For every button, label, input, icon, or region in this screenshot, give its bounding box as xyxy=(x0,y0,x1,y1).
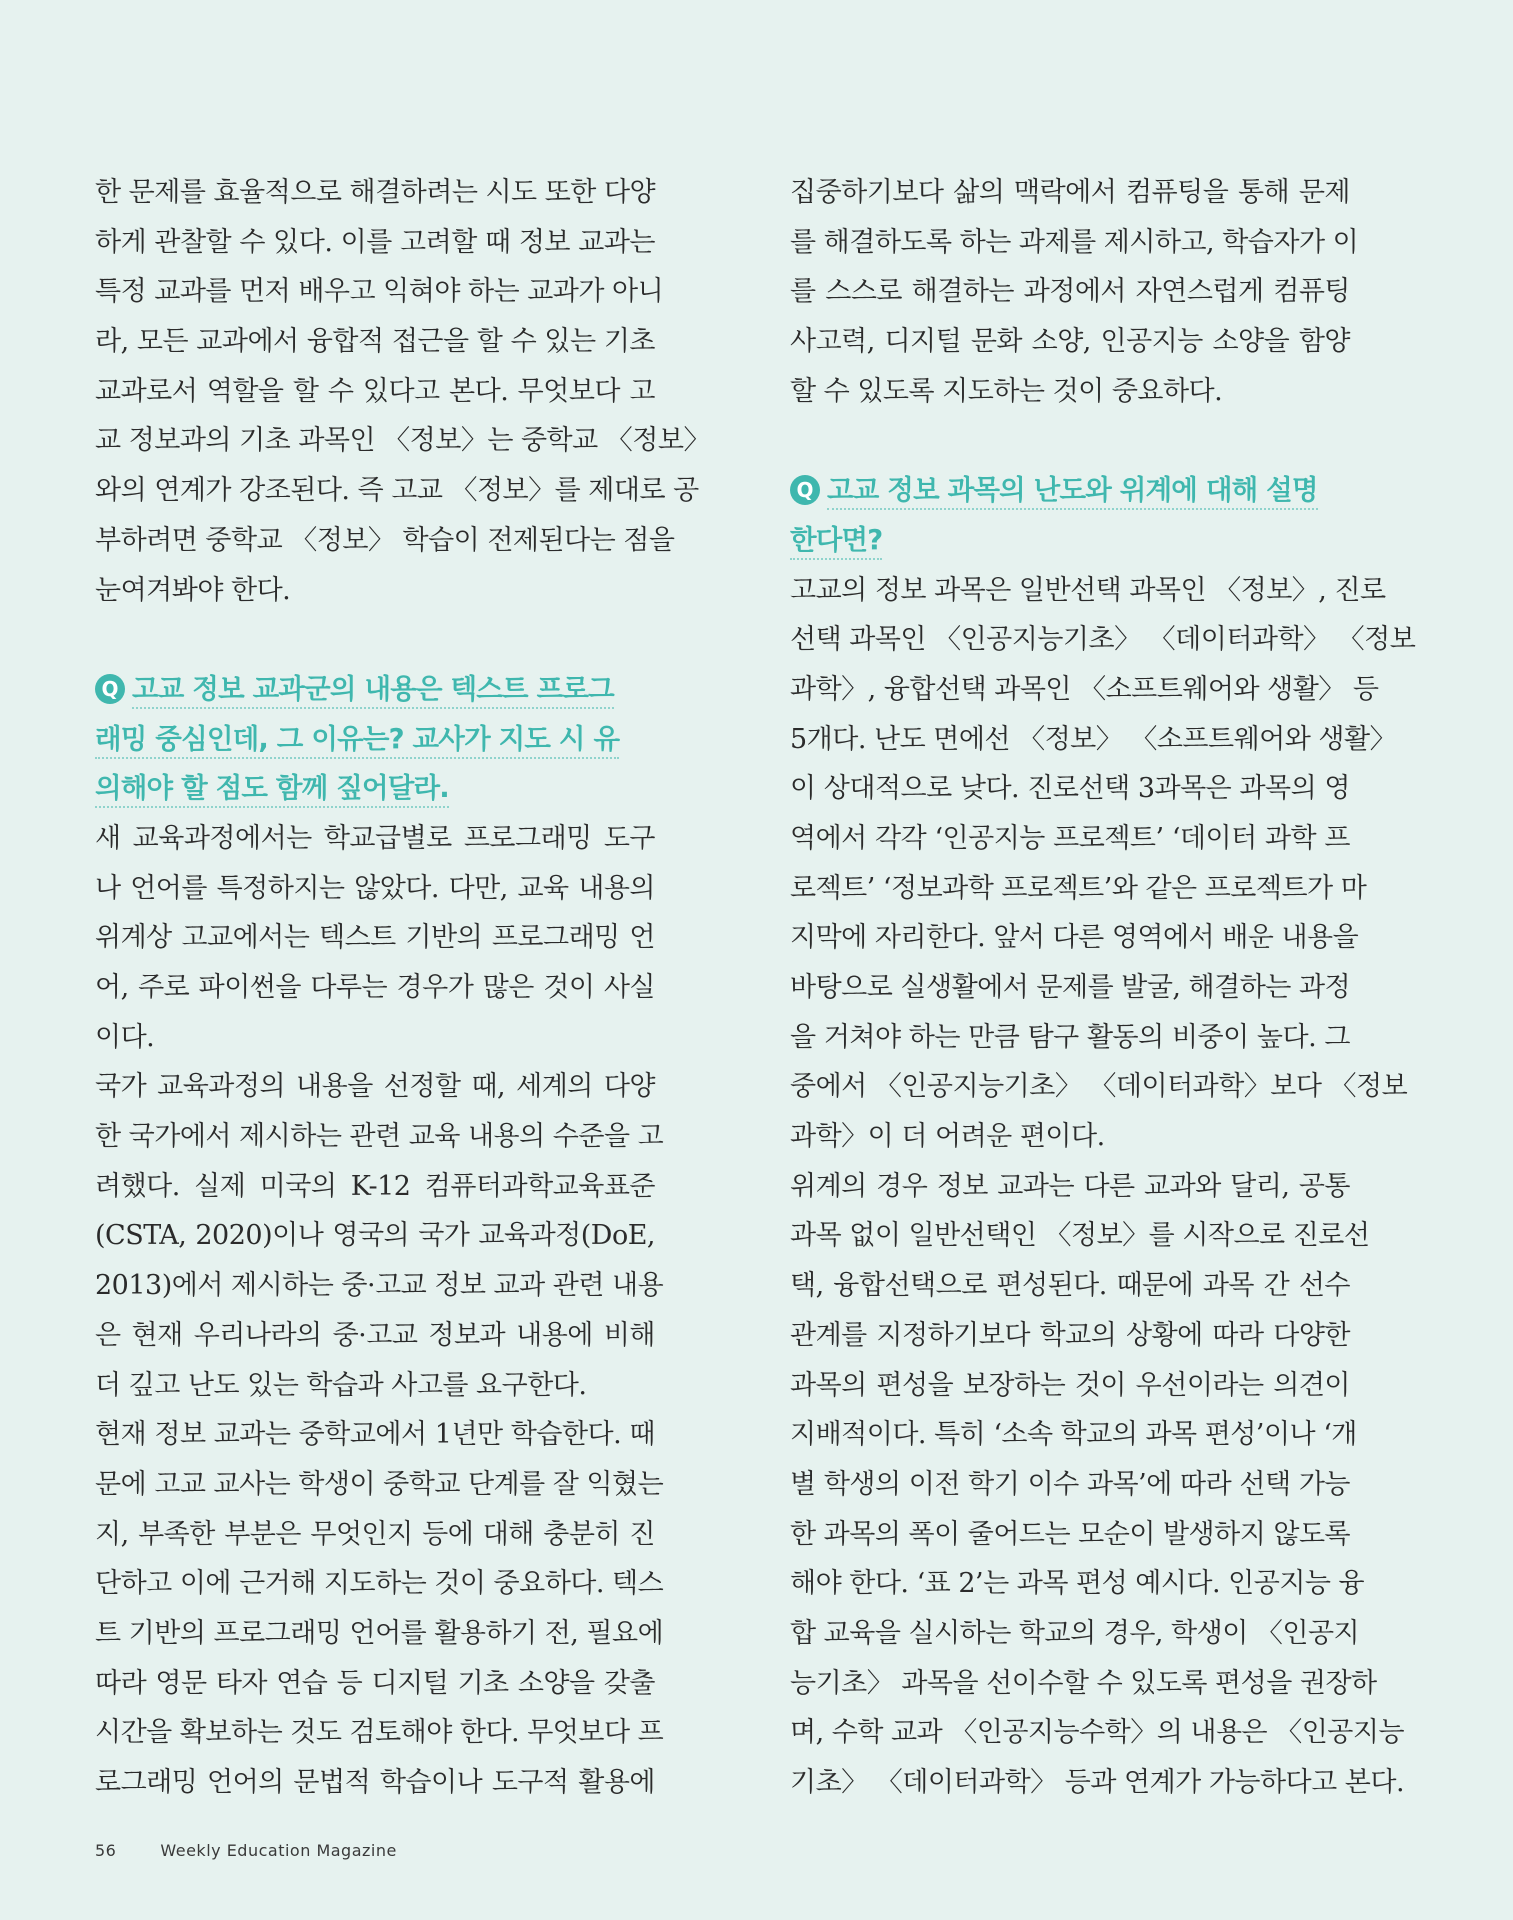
text-line: 부하려면 중학교 〈정보〉 학습이 전제된다는 점을 xyxy=(95,524,675,556)
text-line: 특정 교과를 먼저 배우고 익혀야 하는 교과가 아니 xyxy=(95,276,664,308)
text-line: 기초〉 〈데이터과학〉 등과 연계가 가능하다고 본다. xyxy=(790,1767,1405,1798)
text-line: 국가 교육과정의 내용을 선정할 때, 세계의 다양 xyxy=(95,1071,655,1103)
left-question-heading xyxy=(95,665,655,814)
question-text: 래밍 중심인데, 그 이유는? 교사가 지도 시 유 xyxy=(95,723,619,759)
question-line xyxy=(790,466,1350,516)
text-line: 문에 고교 교사는 학생이 중학교 단계를 잘 익혔는 xyxy=(95,1468,664,1500)
text-line: 집중하기보다 삶의 맥락에서 컴퓨팅을 통해 문제 xyxy=(790,177,1350,208)
text-line: 택, 융합선택으로 편성된다. 때문에 과목 간 선수 xyxy=(790,1270,1350,1302)
text-line: 트 기반의 프로그래밍 언어를 활용하기 전, 필요에 xyxy=(95,1617,664,1649)
text-line: 며, 수학 교과 〈인공지능수학〉의 내용은 〈인공지능 xyxy=(790,1717,1405,1749)
left-column xyxy=(95,168,710,1808)
text-line: 2013)에서 제시하는 중·고교 정보 교과 관련 내용 xyxy=(95,1270,664,1302)
text-line: 를 스스로 해결하는 과정에서 자연스럽게 컴퓨팅 xyxy=(790,276,1350,308)
text-line: 사고력, 디지털 문화 소양, 인공지능 소양을 함양 xyxy=(790,326,1350,358)
text-line: 지, 부족한 부분은 무엇인지 등에 대해 충분히 진 xyxy=(95,1518,655,1550)
text-line: 교 정보과의 기초 과목인 〈정보〉는 중학교 〈정보〉 xyxy=(95,425,710,457)
text-line: 위계상 고교에서는 텍스트 기반의 프로그래밍 언 xyxy=(95,922,655,954)
text-line: 위계의 경우 정보 교과는 다른 교과와 달리, 공통 xyxy=(790,1170,1350,1202)
text-line: 단하고 이에 근거해 지도하는 것이 중요하다. 텍스 xyxy=(95,1568,664,1600)
question-text: 한다면? xyxy=(790,524,882,560)
text-line: 로그래밍 언어의 문법적 학습이나 도구적 활용에 xyxy=(95,1767,655,1798)
text-line: 을 거쳐야 하는 만큼 탐구 활동의 비중이 높다. 그 xyxy=(790,1021,1350,1053)
right-paragraph-1 xyxy=(790,168,1359,416)
text-line: 과학〉이 더 어려운 편이다. xyxy=(790,1121,1105,1153)
question-badge-icon: Q xyxy=(790,475,820,505)
question-line xyxy=(95,764,655,814)
question-text: 의해야 할 점도 함께 짚어달라. xyxy=(95,772,449,808)
text-line: 과학〉, 융합선택 과목인 〈소프트웨어와 생활〉 등 xyxy=(790,673,1379,705)
right-paragraph-2 xyxy=(790,566,1416,1162)
right-paragraph-3 xyxy=(790,1162,1405,1808)
text-line: 역에서 각각 ‘인공지능 프로젝트’ ‘데이터 과학 프 xyxy=(790,822,1350,854)
text-line: 하게 관찰할 수 있다. 이를 고려할 때 정보 교과는 xyxy=(95,226,655,258)
left-paragraph-3 xyxy=(95,1062,664,1410)
text-line: 과목 없이 일반선택인 〈정보〉를 시작으로 진로선 xyxy=(790,1220,1370,1252)
text-line: 나 언어를 특정하지는 않았다. 다만, 교육 내용의 xyxy=(95,872,655,904)
text-line: 바탕으로 실생활에서 문제를 발굴, 해결하는 과정 xyxy=(790,972,1351,1003)
section-gap xyxy=(790,416,1350,466)
text-line: 이다. xyxy=(95,1021,155,1053)
question-text: 고교 정보 과목의 난도와 위계에 대해 설명 xyxy=(827,474,1318,510)
text-line: 어, 주로 파이썬을 다루는 경우가 많은 것이 사실 xyxy=(95,972,655,1003)
text-line: 5개다. 난도 면에선 〈정보〉 〈소프트웨어와 생활〉 xyxy=(790,723,1397,755)
text-line: 새 교육과정에서는 학교급별로 프로그래밍 도구 xyxy=(95,822,655,854)
text-line: 지막에 자리한다. 앞서 다른 영역에서 배운 내용을 xyxy=(790,922,1359,954)
text-line: 한 과목의 폭이 줄어드는 모순이 발생하지 않도록 xyxy=(790,1518,1351,1550)
text-line: 지배적이다. 특히 ‘소속 학교의 과목 편성’이나 ‘개 xyxy=(790,1419,1357,1451)
left-paragraph-4 xyxy=(95,1410,664,1808)
text-line: 시간을 확보하는 것도 검토해야 한다. 무엇보다 프 xyxy=(95,1717,664,1749)
text-line: 별 학생의 이전 학기 이수 과목’에 따라 선택 가능 xyxy=(790,1468,1350,1500)
text-line: 과목의 편성을 보장하는 것이 우선이라는 의견이 xyxy=(790,1369,1350,1401)
text-line: 와의 연계가 강조된다. 즉 고교 〈정보〉를 제대로 공 xyxy=(95,475,699,507)
question-line xyxy=(95,715,655,765)
page-number: 56 xyxy=(95,1841,117,1860)
question-line xyxy=(790,516,1350,566)
text-line: 합 교육을 실시하는 학교의 경우, 학생이 〈인공지 xyxy=(790,1617,1360,1649)
text-line: 한 국가에서 제시하는 관련 교육 내용의 수준을 고 xyxy=(95,1121,664,1153)
question-line xyxy=(95,665,655,715)
text-line: (CSTA, 2020)이나 영국의 국가 교육과정(DoE, xyxy=(95,1220,655,1252)
text-line: 능기초〉 과목을 선이수할 수 있도록 편성을 권장하 xyxy=(790,1667,1377,1699)
text-line: 로젝트’ ‘정보과학 프로젝트’와 같은 프로젝트가 마 xyxy=(790,872,1367,904)
text-line: 라, 모든 교과에서 융합적 접근을 할 수 있는 기초 xyxy=(95,326,655,358)
right-column xyxy=(790,168,1416,1808)
section-gap xyxy=(95,615,655,665)
text-line: 를 해결하도록 하는 과제를 제시하고, 학습자가 이 xyxy=(790,226,1359,258)
text-line: 더 깊고 난도 있는 학습과 사고를 요구한다. xyxy=(95,1369,587,1401)
text-line: 이 상대적으로 낮다. 진로선택 3과목은 과목의 영 xyxy=(790,773,1350,805)
right-question-heading xyxy=(790,466,1350,565)
left-paragraph-2 xyxy=(95,814,655,1062)
text-line: 선택 과목인 〈인공지능기초〉 〈데이터과학〉 〈정보 xyxy=(790,624,1416,656)
text-line: 려했다. 실제 미국의 K-12 컴퓨터과학교육표준 xyxy=(95,1170,655,1202)
text-line: 관계를 지정하기보다 학교의 상황에 따라 다양한 xyxy=(790,1319,1350,1351)
page-footer xyxy=(95,1841,397,1860)
left-paragraph-1 xyxy=(95,168,710,615)
text-line: 할 수 있도록 지도하는 것이 중요하다. xyxy=(790,375,1223,407)
text-line: 따라 영문 타자 연습 등 디지털 기초 소양을 갖출 xyxy=(95,1667,655,1699)
text-line: 교과로서 역할을 할 수 있다고 본다. 무엇보다 고 xyxy=(95,375,655,407)
text-line: 현재 정보 교과는 중학교에서 1년만 학습한다. 때 xyxy=(95,1419,655,1451)
text-line: 해야 한다. ‘표 2’는 과목 편성 예시다. 인공지능 융 xyxy=(790,1568,1365,1600)
question-text: 고교 정보 교과군의 내용은 텍스트 프로그 xyxy=(132,673,614,709)
text-line: 한 문제를 효율적으로 해결하려는 시도 또한 다양 xyxy=(95,177,656,208)
text-line: 눈여겨봐야 한다. xyxy=(95,574,291,606)
text-line: 고교의 정보 과목은 일반선택 과목인 〈정보〉, 진로 xyxy=(790,574,1386,606)
magazine-name: Weekly Education Magazine xyxy=(160,1841,397,1860)
text-line: 은 현재 우리나라의 중·고교 정보과 내용에 비해 xyxy=(95,1319,655,1351)
question-badge-icon: Q xyxy=(95,674,125,704)
text-line: 중에서 〈인공지능기초〉 〈데이터과학〉보다 〈정보 xyxy=(790,1071,1408,1103)
